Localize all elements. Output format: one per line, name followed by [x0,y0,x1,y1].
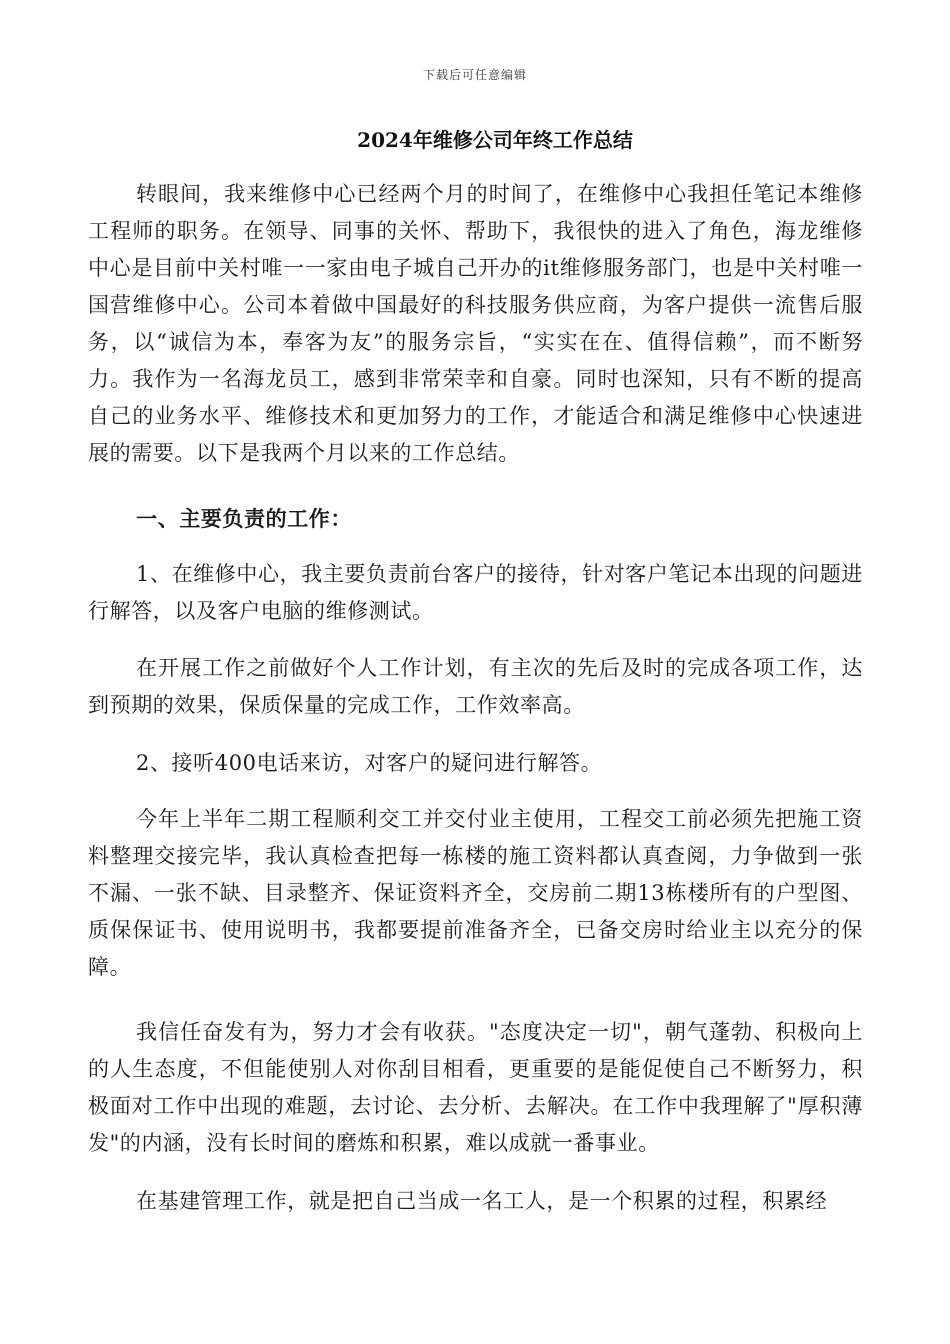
section-heading-main-duties: 一、主要负责的工作： [136,506,352,531]
paragraph-attitude: 我信任奋发有为，努力才会有收获。"态度决定一切"，朝气蓬勃、积极向上的人生态度，不但能使别人对你刮目相看，更重要的是能促使自己不断努力，积极面对工作中出现的难题，去讨论、去分析、去解决。在工作中我理解了"厚积薄发"的内涵，没有长时间的磨炼和积累，难以成就一番事业。 [88,1020,863,1155]
document-title: 2024年维修公司年终工作总结 [357,128,633,152]
paragraph-duty-2: 2、接听400电话来访，对客户的疑问进行解答。 [136,751,603,775]
paragraph-project-handover: 今年上半年二期工程顺利交工并交付业主使用，工程交工前必须先把施工资料整理交接完毕，我认真检查把每一栋楼的施工资料都认真查阅，力争做到一张不漏、一张不缺、目录整齐、保证资料齐全，交房前二期13栋楼所有的户型图、质保保证书、使用说明书，我都要提前准备齐全，已备交房时给业主以充分的保障。 [88,807,863,979]
paragraph-infrastructure: 在基建管理工作，就是把自己当成一名工人，是一个积累的过程，积累经 [136,1189,828,1213]
header-note: 下载后可任意编辑 [422,68,527,82]
paragraph-duty-1: 1、在维修中心，我主要负责前台客户的接待，针对客户笔记本出现的问题进行解答，以及客户电脑的维修测试。 [88,562,863,623]
paragraph-intro: 转眼间，我来维修中心已经两个月的时间了，在维修中心我担任笔记本维修工程师的职务。在领导、同事的关怀、帮助下，我很快的进入了角色，海龙维修中心是目前中关村唯一一家由电子城自己开办的it维修服务部门，也是中关村唯一国营维修中心。公司本着做中国最好的科技服务供应商，为客户提供一流售后服务，以“诚信为本，奉客为友”的服务宗旨，“实实在在、值得信赖”，而不断努力。我作为一名海龙员工，感到非常荣幸和自豪。同时也深知，只有不断的提高自己的业务水平、维修技术和更加努力的工作，才能适合和满足维修中心快速进展的需要。以下是我两个月以来的工作总结。 [88,182,863,465]
paragraph-work-plan: 在开展工作之前做好个人工作计划，有主次的先后及时的完成各项工作，达到预期的效果，保质保量的完成工作，工作效率高。 [88,656,863,717]
